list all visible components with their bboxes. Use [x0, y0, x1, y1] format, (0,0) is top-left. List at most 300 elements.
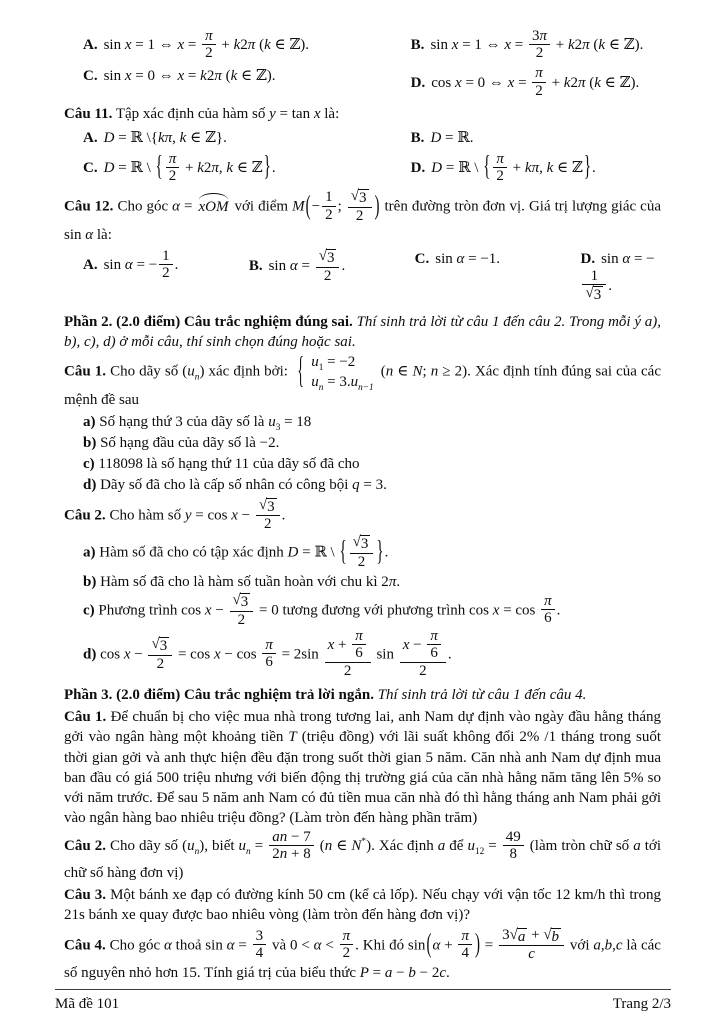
text-run: . Khi đó sin [355, 936, 426, 953]
text-run: Số hạng đầu của dãy số là −2. [96, 435, 280, 452]
denominator [499, 946, 564, 962]
text-run: π [461, 927, 469, 944]
text-run: + [552, 37, 568, 54]
radical-sign: √ [151, 636, 160, 653]
text-run: Cho dãy số ( [106, 363, 188, 380]
denominator [159, 265, 173, 281]
text-run: π [211, 160, 219, 177]
text-run: a [517, 928, 526, 945]
text-run: = cos [174, 646, 214, 663]
text-run: π [544, 593, 552, 610]
text-run: sin [268, 258, 290, 275]
question-12-options [64, 247, 661, 307]
option-label: B. [410, 37, 425, 54]
text-run: k [598, 37, 606, 54]
denominator [350, 554, 374, 570]
denominator [458, 945, 472, 961]
text-run: π [168, 150, 177, 167]
part2-q2-b [64, 572, 661, 592]
numerator [253, 928, 267, 945]
part2-q1-a [64, 412, 661, 432]
option-label: C. [83, 160, 98, 177]
text-run: và 0 < [268, 936, 314, 953]
text-run: n [318, 382, 324, 393]
fraction [202, 28, 216, 61]
option-text [431, 150, 596, 185]
text-run: x [455, 74, 462, 91]
text-run: + [334, 636, 351, 653]
page-number: Trang 2/3 [612, 995, 671, 1012]
text-run: , [539, 160, 547, 177]
fraction [493, 151, 507, 184]
fraction [269, 829, 313, 862]
radical-sign: √ [350, 188, 359, 205]
text-run: b [551, 928, 560, 945]
denominator [582, 285, 606, 304]
text-run: P [359, 965, 369, 982]
sqrt [319, 249, 337, 267]
text-run: 6 [430, 644, 438, 661]
numerator [503, 829, 524, 846]
text-run: = −2 [323, 354, 356, 371]
text-run: , [600, 936, 605, 953]
text-run: k [524, 160, 532, 177]
text-run: sin [103, 37, 125, 54]
text-run: 2 [570, 74, 578, 91]
fraction [541, 593, 555, 626]
text-run: d) [83, 477, 97, 494]
numerator [316, 248, 340, 268]
option-text [431, 65, 640, 99]
part2-q2-d [64, 627, 661, 681]
text-run: ( [315, 838, 325, 855]
text-run: π [539, 28, 547, 44]
denominator [262, 654, 276, 670]
text-run: b) [83, 573, 97, 590]
text-run: ). Xác định [366, 838, 438, 855]
text-run: Câu 11. [64, 105, 113, 122]
text-run: d) [83, 646, 97, 663]
numerator [256, 497, 280, 517]
text-run: , [172, 129, 180, 146]
text-run: c) [83, 456, 95, 473]
text-run: π [531, 160, 540, 177]
numerator [532, 65, 546, 82]
denominator [340, 945, 354, 961]
text-run: Câu 1. [64, 709, 107, 726]
option-text [103, 28, 310, 62]
text-run: x [177, 68, 185, 85]
text-run: 2 [206, 68, 215, 85]
text-run: 6 [544, 610, 552, 627]
text-run: 1 [162, 248, 170, 265]
text-run: Hàm số đã cho có tập xác định [95, 544, 288, 561]
option-text [430, 130, 473, 146]
text-run: α [432, 936, 441, 953]
text-run: k [197, 160, 204, 177]
text-run: = tan [275, 105, 314, 122]
text-run: = 1 ⇔ [458, 37, 505, 54]
text-run: = 0 ⇔ [461, 74, 508, 91]
text-run: n−1 [358, 382, 374, 393]
radical-sign: √ [318, 248, 327, 265]
text-run: D [287, 544, 299, 561]
text-run: x [124, 37, 132, 54]
text-run: − cos [220, 646, 261, 663]
text-run: cos [431, 74, 456, 91]
denominator [529, 45, 550, 61]
radicand [360, 535, 371, 553]
text-run: M [292, 198, 305, 215]
text-run: 3 [531, 28, 540, 44]
sqrt [543, 928, 561, 946]
text-run: = ℝ. [441, 129, 474, 146]
numerator [499, 927, 564, 947]
fraction [400, 629, 446, 680]
text-run: π [265, 637, 273, 654]
text-run: 2 [156, 655, 165, 672]
text-run: { [155, 152, 163, 183]
exam-code: Mã đề 101 [55, 995, 120, 1012]
text-run: = [297, 258, 314, 275]
question-11-options [64, 126, 661, 187]
text-run: π [430, 627, 438, 644]
text-run: = [480, 936, 498, 953]
option-text [104, 130, 227, 146]
text-run: x [213, 646, 221, 663]
fraction [348, 188, 372, 224]
denominator [269, 846, 313, 862]
radicand [159, 637, 170, 655]
text-run: x [313, 105, 321, 122]
answer-option-b [249, 249, 411, 305]
text-run: Câu 2. [64, 506, 106, 523]
denominator [541, 610, 555, 626]
text-run: n [246, 847, 251, 858]
text-run: . [556, 602, 561, 619]
text-run: ), biết [199, 838, 239, 855]
fraction [350, 534, 374, 570]
option-text [103, 150, 276, 185]
text-run: Một bánh xe đạp có đường kính 50 cm (kể cả lốp). Nếu chạy với vận tốc 12 km/h thì trong 21s bánh xe quay được bao nhiêu vòng (làm tròn đến hàng đơn vị)? [64, 887, 661, 924]
text-run: 2 [343, 663, 352, 680]
fraction [256, 497, 280, 533]
answer-option-a [83, 249, 245, 305]
radicand [326, 249, 337, 267]
text-run: T [288, 729, 297, 746]
text-run: q [352, 477, 360, 494]
text-run: π [164, 129, 173, 146]
text-run: Hàm số đã cho là hàm số tuần hoàn với chu kì 2 [96, 573, 389, 590]
option-label: A. [83, 257, 98, 274]
text-run: sin [435, 251, 457, 268]
text-run: N [351, 838, 362, 855]
denominator [503, 846, 524, 862]
radical-sign: √ [352, 534, 361, 551]
fraction [316, 248, 340, 284]
text-run: π [535, 65, 543, 82]
text-run: u [467, 838, 475, 855]
text-run: ∈ ℤ). [270, 37, 310, 54]
text-run: y [269, 105, 276, 122]
fraction [582, 268, 606, 304]
text-run: . [396, 573, 401, 590]
numerator [348, 188, 372, 208]
text-run: ∈ ℤ}. [186, 129, 227, 146]
radical-sign: √ [258, 496, 268, 513]
text-run: u [311, 354, 319, 371]
text-run: α [289, 258, 298, 275]
text-run: ∈ ℤ [553, 160, 583, 177]
text-run: π [247, 37, 256, 54]
option-label: B. [410, 129, 425, 146]
numerator [340, 928, 354, 945]
answer-option-d [411, 152, 665, 185]
numerator [269, 829, 313, 846]
text-run: 2 [355, 207, 364, 224]
text-run: n [324, 838, 333, 855]
text-run: ( [585, 74, 595, 91]
text-run: = 3. [323, 373, 351, 390]
option-text [435, 251, 500, 267]
text-run: 2 [264, 516, 272, 533]
text-run: = [184, 68, 201, 85]
text-run: tới chữ số hàng đơn vị) [64, 838, 661, 882]
text-run: 1 [318, 363, 324, 374]
text-run: π [342, 927, 351, 944]
numerator [325, 629, 371, 663]
text-run: = 18 [280, 414, 312, 431]
text-run: x [231, 506, 238, 523]
fraction [166, 151, 180, 184]
text-run: 2 [203, 160, 212, 177]
text-run: Cho dãy số ( [105, 838, 188, 855]
text-run: a [593, 936, 601, 953]
text-run: Cho góc [113, 198, 173, 215]
numerator [458, 928, 472, 945]
text-run: . [271, 160, 276, 177]
text-run: = cos [499, 602, 540, 619]
text-run: + [508, 160, 525, 177]
text-run: 3 [275, 423, 281, 434]
fraction [499, 927, 564, 963]
text-run: Phần 2. (2.0 điểm) Câu trắc nghiệm đúng sai. [64, 313, 353, 330]
text-run: k [264, 37, 271, 54]
text-run: là: [93, 227, 112, 243]
option-text [268, 248, 346, 284]
text-run: x [507, 74, 515, 91]
text-run: thoả sin [171, 936, 227, 953]
text-run: = 2sin [277, 646, 323, 663]
text-run: 4 [461, 944, 469, 961]
sqrt [351, 189, 369, 207]
numerator [400, 629, 446, 663]
text-run: − [211, 602, 228, 619]
text-run: − 2 [415, 965, 440, 982]
text-run: c [439, 965, 446, 982]
fraction [322, 189, 336, 222]
option-text [430, 28, 644, 62]
text-run: sin [430, 37, 452, 54]
text-run: k [230, 68, 238, 85]
answer-option-d [580, 249, 672, 305]
text-run: 2 [237, 611, 246, 628]
text-run: u [350, 373, 359, 390]
text-run: a [384, 965, 393, 982]
text-run: . [281, 506, 286, 523]
denominator [316, 268, 340, 284]
fraction [427, 628, 441, 661]
text-run: sin [103, 257, 125, 274]
text-run: ( [221, 68, 231, 85]
text-run: − 7 [287, 828, 311, 845]
text-run: a) [83, 544, 96, 561]
text-run: 3 [360, 536, 369, 553]
text-run: = [184, 37, 201, 54]
text-run: để [445, 838, 468, 855]
text-run: Tập xác định của hàm số [112, 105, 270, 122]
text-run: . [592, 160, 596, 177]
part3-question-4 [64, 928, 661, 984]
answer-option-a [83, 29, 407, 62]
text-run: = [511, 37, 527, 54]
text-run: b) [83, 435, 97, 452]
text-run: sin [601, 251, 623, 268]
fraction [325, 629, 371, 680]
text-run: 3 [159, 638, 168, 655]
text-run: + [527, 926, 544, 943]
fraction [532, 65, 546, 98]
angle-hat [196, 196, 230, 217]
text-run: ∈ ℤ). [600, 74, 640, 91]
text-run: 2 [535, 82, 543, 99]
text-run: π [496, 150, 504, 167]
text-run: π [214, 68, 222, 85]
text-run: 4 [255, 944, 264, 961]
part2-q1-d [64, 475, 661, 495]
text-run: k [179, 129, 187, 146]
text-run: x [177, 37, 185, 54]
denominator [532, 83, 546, 99]
prev-question-options [64, 27, 661, 102]
numerator [427, 628, 441, 645]
text-run: u [311, 373, 319, 390]
text-run: + 8 [287, 846, 311, 863]
text-run: x [124, 68, 132, 85]
cases-rows [311, 354, 374, 393]
text-run: = 3. [359, 477, 387, 494]
text-run: ) xác định bởi: [199, 363, 292, 380]
part2-question-1 [64, 351, 661, 410]
text-run: u [187, 363, 195, 380]
text-run: 2 [325, 206, 333, 223]
text-run: α [124, 257, 133, 274]
text-run: α [172, 198, 180, 215]
text-run: α [313, 936, 322, 953]
option-label: C. [83, 68, 98, 85]
text-run: k [233, 37, 241, 54]
text-run: = ℝ \{ [114, 129, 158, 146]
numerator [352, 628, 366, 645]
fraction [159, 248, 173, 281]
text-run: ( [426, 930, 432, 959]
denominator [148, 656, 172, 672]
option-text [103, 248, 179, 282]
text-run: D [103, 160, 115, 177]
radicand [593, 286, 604, 304]
text-run: sin [372, 646, 398, 663]
text-run: ( [376, 363, 386, 380]
text-run: a [437, 838, 446, 855]
fraction [148, 636, 172, 672]
text-run: . [174, 257, 179, 274]
text-run: 1 [590, 268, 599, 285]
option-label: A. [83, 129, 98, 146]
denominator [493, 168, 507, 184]
text-run: 6 [265, 654, 273, 671]
option-text [104, 68, 276, 84]
text-run: 2 [272, 846, 280, 863]
text-run: cos [96, 646, 124, 663]
cases-row [311, 374, 373, 391]
text-run: 1 [325, 189, 333, 206]
part-3-heading [64, 685, 661, 705]
text-run: } [583, 152, 592, 183]
text-run: ∈ [393, 363, 413, 380]
part3-question-1 [64, 707, 661, 828]
text-run: + [217, 37, 234, 54]
numerator [529, 28, 550, 45]
text-run: = [180, 198, 197, 215]
text-run: Câu 4. [64, 936, 106, 953]
text-run: x [504, 37, 512, 54]
text-run: b [408, 965, 416, 982]
text-run: 3 [326, 250, 335, 267]
text-run: an [272, 828, 288, 845]
denominator [166, 168, 180, 184]
text-run: 2 [357, 553, 366, 570]
denominator [202, 45, 216, 61]
text-run: 2 [323, 267, 332, 284]
text-run: trên đường tròn đơn vị. Giá trị lượng giác của sin [64, 198, 661, 243]
question-12 [64, 189, 661, 245]
text-run: + [181, 160, 198, 177]
text-run: = − [630, 251, 655, 268]
answer-option-c [83, 66, 407, 99]
text-run: x [402, 636, 410, 653]
text-run: . [341, 258, 346, 275]
text-run: a) [83, 414, 96, 431]
text-run: 49 [505, 828, 521, 845]
text-run: = [234, 936, 251, 953]
text-run: 12 [474, 847, 485, 858]
text-run: là các số nguyên nhỏ hơn 15. Tính giá trị của biểu thức [64, 936, 661, 982]
text-run: 3 [240, 594, 249, 610]
part2-q1-c [64, 454, 661, 474]
text-run: = ℝ \ [114, 160, 155, 177]
option-label: D. [580, 251, 596, 268]
text-run: = ℝ \ [298, 544, 339, 561]
text-run: xOM [198, 198, 229, 215]
denominator [325, 663, 371, 679]
text-run: = 0 ⇔ [131, 68, 178, 85]
text-run: với [566, 936, 594, 953]
text-run: . [446, 965, 450, 982]
text-run: 2 [168, 168, 177, 185]
answer-option-c [415, 249, 577, 305]
denominator [256, 516, 280, 532]
option-label: B. [248, 258, 263, 275]
